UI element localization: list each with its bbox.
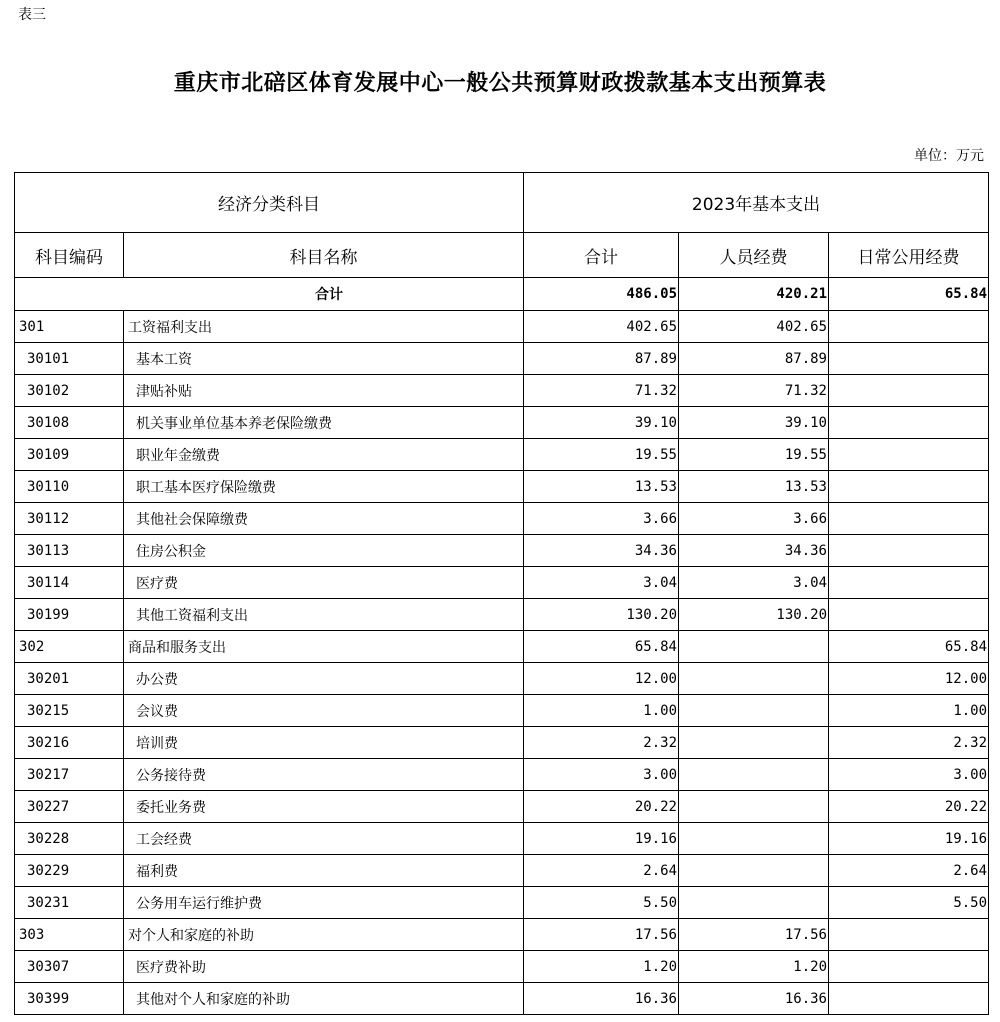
row-code: 301 [15,311,124,343]
row-name: 医疗费 [124,567,524,599]
header-row-group [15,173,989,233]
row-code: 30109 [15,439,124,471]
row-public [829,375,989,407]
row-name: 公务接待费 [124,759,524,791]
row-code: 303 [15,919,124,951]
row-code: 30227 [15,791,124,823]
row-public [829,439,989,471]
row-personnel [679,823,829,855]
row-personnel: 16.36 [679,983,829,1015]
row-personnel [679,727,829,759]
row-name: 基本工资 [124,343,524,375]
row-total: 402.65 [524,311,679,343]
column-header-name: 科目名称 [124,233,524,278]
table-row [15,759,989,791]
table-row [15,695,989,727]
row-total: 3.66 [524,503,679,535]
row-name: 津贴补贴 [124,375,524,407]
row-personnel: 17.56 [679,919,829,951]
total-label: 合计 [15,278,524,311]
row-name: 工会经费 [124,823,524,855]
row-total: 3.00 [524,759,679,791]
row-personnel [679,791,829,823]
row-total: 34.36 [524,535,679,567]
table-row [15,631,989,663]
row-public: 3.00 [829,759,989,791]
row-name: 医疗费补助 [124,951,524,983]
column-header-total: 合计 [524,233,679,278]
row-public [829,599,989,631]
row-public [829,471,989,503]
row-name: 工资福利支出 [124,311,524,343]
row-total: 5.50 [524,887,679,919]
row-name: 培训费 [124,727,524,759]
row-public: 12.00 [829,663,989,695]
row-total: 13.53 [524,471,679,503]
total-amount: 486.05 [524,278,679,311]
row-code: 30101 [15,343,124,375]
header-basic-expenditure: 2023年基本支出 [524,173,989,233]
row-total: 2.64 [524,855,679,887]
table-row [15,983,989,1015]
row-name: 会议费 [124,695,524,727]
row-public [829,503,989,535]
row-total: 20.22 [524,791,679,823]
row-code: 30110 [15,471,124,503]
column-header-personnel: 人员经费 [679,233,829,278]
table-row [15,343,989,375]
row-name: 委托业务费 [124,791,524,823]
row-public: 1.00 [829,695,989,727]
table-row [15,887,989,919]
row-name: 商品和服务支出 [124,631,524,663]
row-total: 65.84 [524,631,679,663]
header-row-columns [15,233,989,278]
row-code: 30113 [15,535,124,567]
total-public: 65.84 [829,278,989,311]
row-code: 30231 [15,887,124,919]
table-row [15,407,989,439]
table-row [15,439,989,471]
row-code: 30102 [15,375,124,407]
table-row [15,823,989,855]
row-personnel: 130.20 [679,599,829,631]
row-code: 302 [15,631,124,663]
table-row [15,471,989,503]
row-public [829,535,989,567]
row-code: 30108 [15,407,124,439]
row-personnel [679,631,829,663]
row-public [829,343,989,375]
budget-table [14,172,989,1015]
row-total: 1.00 [524,695,679,727]
row-personnel [679,759,829,791]
row-public: 2.32 [829,727,989,759]
row-personnel: 87.89 [679,343,829,375]
table-row [15,855,989,887]
column-header-public: 日常公用经费 [829,233,989,278]
column-header-code: 科目编码 [15,233,124,278]
row-public [829,567,989,599]
row-public: 5.50 [829,887,989,919]
table-number-label: 表三 [18,7,46,23]
row-total: 16.36 [524,983,679,1015]
row-name: 其他社会保障缴费 [124,503,524,535]
row-personnel [679,663,829,695]
row-name: 职工基本医疗保险缴费 [124,471,524,503]
row-public [829,983,989,1015]
row-personnel [679,855,829,887]
row-total: 3.04 [524,567,679,599]
row-name: 住房公积金 [124,535,524,567]
row-code: 30229 [15,855,124,887]
row-name: 其他对个人和家庭的补助 [124,983,524,1015]
row-public: 2.64 [829,855,989,887]
row-name: 公务用车运行维护费 [124,887,524,919]
table-row [15,311,989,343]
table-row [15,567,989,599]
row-personnel: 3.66 [679,503,829,535]
row-code: 30114 [15,567,124,599]
row-name: 职业年金缴费 [124,439,524,471]
row-public [829,311,989,343]
row-code: 30228 [15,823,124,855]
row-public: 19.16 [829,823,989,855]
table-row [15,599,989,631]
total-personnel: 420.21 [679,278,829,311]
table-row [15,919,989,951]
row-personnel: 3.04 [679,567,829,599]
total-row [15,278,989,311]
row-total: 1.20 [524,951,679,983]
row-code: 30199 [15,599,124,631]
row-total: 19.16 [524,823,679,855]
row-name: 其他工资福利支出 [124,599,524,631]
row-public: 20.22 [829,791,989,823]
row-total: 17.56 [524,919,679,951]
table-row [15,663,989,695]
row-personnel: 402.65 [679,311,829,343]
row-personnel: 71.32 [679,375,829,407]
row-public [829,951,989,983]
table-row [15,727,989,759]
table-row [15,951,989,983]
row-code: 30201 [15,663,124,695]
row-public [829,407,989,439]
row-personnel: 34.36 [679,535,829,567]
row-code: 30399 [15,983,124,1015]
row-total: 19.55 [524,439,679,471]
row-name: 机关事业单位基本养老保险缴费 [124,407,524,439]
row-personnel: 1.20 [679,951,829,983]
table-row [15,535,989,567]
row-total: 39.10 [524,407,679,439]
row-code: 30217 [15,759,124,791]
row-code: 30307 [15,951,124,983]
row-code: 30216 [15,727,124,759]
row-total: 71.32 [524,375,679,407]
table-row [15,791,989,823]
row-personnel: 39.10 [679,407,829,439]
row-name: 办公费 [124,663,524,695]
row-total: 2.32 [524,727,679,759]
row-personnel [679,887,829,919]
row-public: 65.84 [829,631,989,663]
row-total: 130.20 [524,599,679,631]
row-name: 福利费 [124,855,524,887]
table-row [15,503,989,535]
row-name: 对个人和家庭的补助 [124,919,524,951]
row-personnel: 19.55 [679,439,829,471]
row-public [829,919,989,951]
unit-label: 单位：万元 [914,148,984,164]
table-row [15,375,989,407]
header-economic-category: 经济分类科目 [15,173,524,233]
row-total: 12.00 [524,663,679,695]
row-code: 30112 [15,503,124,535]
page-title: 重庆市北碚区体育发展中心一般公共预算财政拨款基本支出预算表 [173,70,827,96]
row-total: 87.89 [524,343,679,375]
row-personnel [679,695,829,727]
row-personnel: 13.53 [679,471,829,503]
row-code: 30215 [15,695,124,727]
